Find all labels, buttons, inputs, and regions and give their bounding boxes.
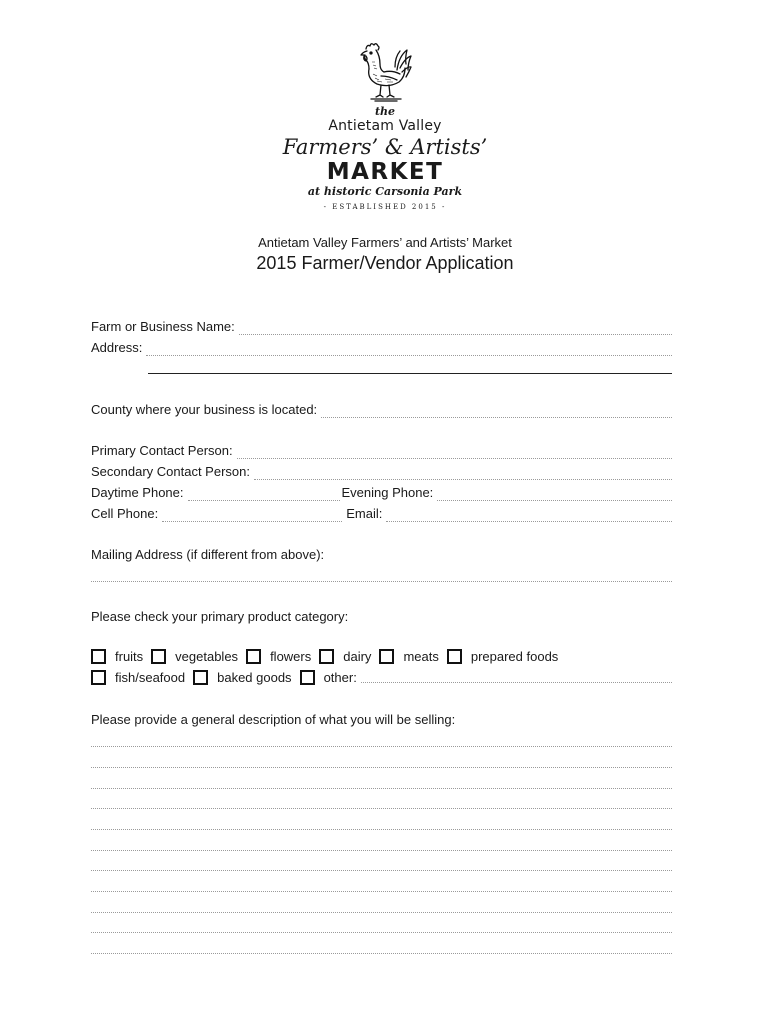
- description-line[interactable]: [91, 912, 672, 913]
- primary-contact-input[interactable]: [237, 444, 672, 459]
- evening-phone-label: Evening Phone:: [341, 485, 434, 500]
- description-line[interactable]: [91, 808, 672, 809]
- dairy-checkbox[interactable]: [319, 649, 334, 664]
- flowers-label: flowers: [270, 648, 312, 664]
- form-title: 2015 Farmer/Vendor Application: [256, 253, 514, 273]
- vegetables-checkbox[interactable]: [151, 649, 166, 664]
- address-input[interactable]: [146, 341, 672, 356]
- vegetables-label: vegetables: [175, 648, 239, 664]
- description-line[interactable]: [91, 767, 672, 768]
- other-input[interactable]: [361, 670, 672, 683]
- county-field: [91, 400, 672, 418]
- evening-phone-input[interactable]: [437, 486, 672, 501]
- baked-goods-label: baked goods: [217, 669, 292, 685]
- address-label: Address:: [91, 340, 143, 355]
- logo-market: MARKET: [326, 159, 444, 185]
- description-prompt: Please provide a general description of what you will be selling:: [91, 712, 456, 727]
- email-label: Email:: [346, 506, 383, 521]
- logo-the: the: [374, 105, 396, 118]
- mailing-address-field: [91, 545, 672, 563]
- logo-location: at historic Carsonia Park: [307, 185, 463, 198]
- description-line[interactable]: [91, 850, 672, 851]
- fruits-label: fruits: [115, 648, 144, 664]
- county-label: County where your business is located:: [91, 402, 318, 417]
- address-field: [91, 338, 672, 356]
- primary-contact-field: [91, 441, 672, 459]
- email-input[interactable]: [386, 507, 672, 522]
- category-prompt-row: [91, 607, 672, 625]
- organization-name: Antietam Valley Farmers’ and Artists’ Market: [258, 235, 512, 250]
- farm-name-field: [91, 317, 672, 335]
- fish-seafood-label: fish/seafood: [115, 669, 186, 685]
- mailing-address-input[interactable]: [91, 581, 672, 582]
- description-line[interactable]: [91, 746, 672, 747]
- primary-contact-label: Primary Contact Person:: [91, 443, 233, 458]
- other-checkbox[interactable]: [300, 670, 315, 685]
- cell-phone-label: Cell Phone:: [91, 506, 159, 521]
- category-prompt: Please check your primary product category:: [91, 609, 349, 624]
- description-prompt-row: [91, 710, 672, 728]
- baked-goods-checkbox[interactable]: [193, 670, 208, 685]
- market-logo: [0, 40, 770, 213]
- prepared-foods-label: prepared foods: [470, 648, 559, 664]
- other-label: other:: [323, 669, 357, 685]
- meats-checkbox[interactable]: [379, 649, 394, 664]
- phone-row: [91, 483, 672, 501]
- daytime-phone-input[interactable]: [188, 486, 340, 501]
- farm-name-label: Farm or Business Name:: [91, 319, 235, 334]
- mailing-address-label: Mailing Address (if different from above):: [91, 547, 325, 562]
- category-row-1: [91, 646, 566, 666]
- fish-seafood-checkbox[interactable]: [91, 670, 106, 685]
- address-line-2[interactable]: [148, 373, 672, 374]
- description-line[interactable]: [91, 932, 672, 933]
- dairy-label: dairy: [343, 648, 372, 664]
- secondary-contact-label: Secondary Contact Person:: [91, 464, 250, 479]
- logo-established: - ESTABLISHED 2015 -: [323, 203, 447, 211]
- description-line[interactable]: [91, 953, 672, 954]
- rooster-icon: [357, 40, 413, 104]
- daytime-phone-label: Daytime Phone:: [91, 485, 184, 500]
- flowers-checkbox[interactable]: [246, 649, 261, 664]
- county-input[interactable]: [321, 403, 672, 418]
- cell-email-row: [91, 504, 672, 522]
- category-row-2: [91, 667, 672, 687]
- prepared-foods-checkbox[interactable]: [447, 649, 462, 664]
- farm-name-input[interactable]: [239, 320, 672, 335]
- description-line[interactable]: [91, 870, 672, 871]
- logo-script: Farmers’ & Artists’: [282, 135, 488, 159]
- logo-name: Antietam Valley: [328, 118, 442, 134]
- cell-phone-input[interactable]: [162, 507, 342, 522]
- description-line[interactable]: [91, 829, 672, 830]
- secondary-contact-field: [91, 462, 672, 480]
- fruits-checkbox[interactable]: [91, 649, 106, 664]
- description-line[interactable]: [91, 891, 672, 892]
- description-line[interactable]: [91, 788, 672, 789]
- meats-label: meats: [403, 648, 439, 664]
- secondary-contact-input[interactable]: [254, 465, 672, 480]
